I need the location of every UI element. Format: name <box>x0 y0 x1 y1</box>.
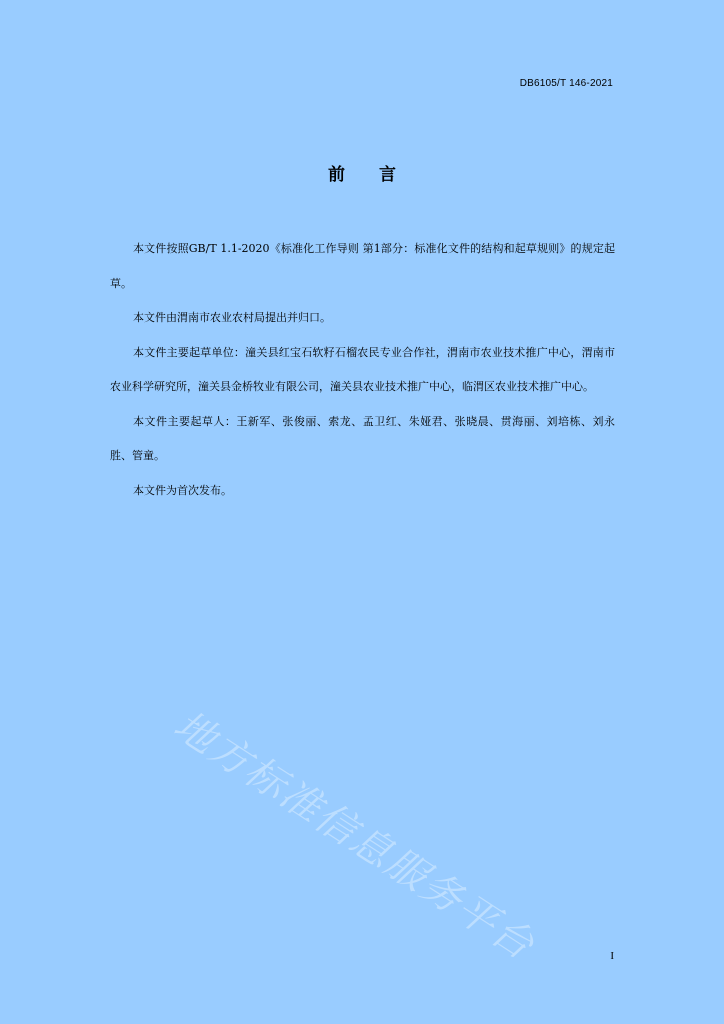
paragraph-proposer: 本文件由渭南市农业农村局提出并归口。 <box>133 311 331 324</box>
page-title: 前言 <box>328 165 430 185</box>
watermark: 地方标准信息服务平台 <box>165 702 543 970</box>
page-number: I <box>610 950 614 962</box>
paragraph-drafters: 本文件主要起草人：王新军、张俊丽、索龙、孟卫红、朱娅君、张晓晨、贯海丽、刘培栋、刘永胜、管童。 <box>110 414 615 462</box>
document-body <box>110 232 615 508</box>
document-code: DB6105/T 146-2021 <box>519 78 613 89</box>
paragraph-first-release: 本文件为首次发布。 <box>133 483 232 497</box>
paragraph-drafting-units: 本文件主要起草单位：潼关县红宝石软籽石榴农民专业合作社，渭南市农业技术推广中心，渭南市农业科学研究所，潼关县金桥牧业有限公司，潼关县农业技术推广中心，临渭区农业技术推广中心。 <box>110 345 615 393</box>
paragraph-drafting-basis: 本文件按照GB/T 1.1-2020《标准化工作导则 第1部分：标准化文件的结构和起草规则》的规定起草。 <box>110 242 615 290</box>
